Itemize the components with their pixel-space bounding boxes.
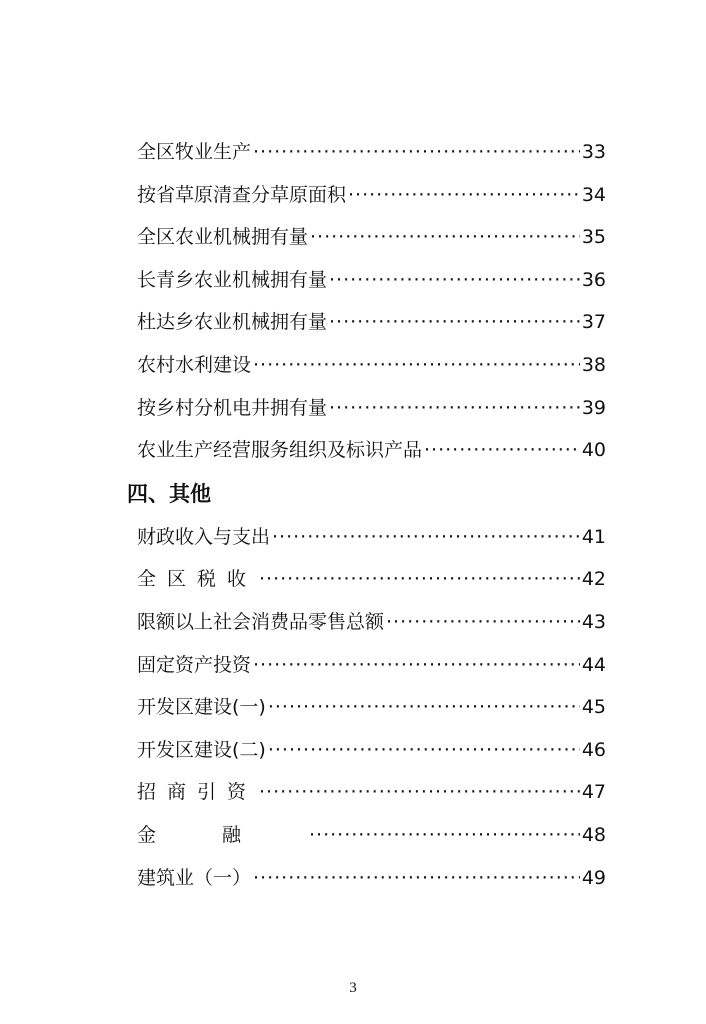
toc-entry-title: 全区税收 — [137, 568, 258, 591]
toc-entry-page: 46 — [581, 738, 606, 761]
toc-entry-title: 农业生产经营服务组织及标识产品 — [137, 439, 423, 462]
toc-entry-title: 长青乡农业机械拥有量 — [137, 268, 328, 291]
toc-entry-title: 全区牧业生产 — [137, 141, 252, 163]
toc-entry[interactable] — [137, 174, 606, 217]
dot-leader — [424, 429, 580, 472]
toc-entry-page: 42 — [581, 568, 606, 591]
toc-entry-page: 47 — [581, 781, 606, 804]
dot-leader — [259, 558, 580, 601]
toc-entry-page: 37 — [581, 311, 606, 334]
toc-entry[interactable] — [137, 516, 606, 559]
toc-entry-page: 38 — [581, 353, 606, 376]
toc-entry-page: 44 — [581, 653, 606, 676]
toc-entry-title: 开发区建设(二) — [137, 738, 266, 761]
dot-leader — [310, 216, 580, 259]
page-number: 3 — [349, 980, 357, 996]
toc-entry-page: 49 — [581, 866, 606, 889]
toc-entry[interactable] — [137, 131, 606, 174]
toc-entry[interactable] — [137, 429, 606, 472]
toc-entry-title: 按乡村分机电井拥有量 — [137, 396, 328, 419]
toc-entry-title: 杜达乡农业机械拥有量 — [137, 311, 328, 334]
dot-leader — [253, 857, 580, 900]
toc-entry[interactable] — [137, 259, 606, 302]
toc-entry-title: 招商引资 — [137, 781, 258, 804]
toc-entry-page: 39 — [581, 396, 606, 419]
dot-leader — [348, 174, 580, 217]
toc-entry-page: 34 — [581, 183, 606, 206]
toc-entry[interactable] — [137, 729, 606, 772]
toc-entry-page: 33 — [581, 141, 606, 163]
toc-entry[interactable] — [137, 686, 606, 729]
toc-entry[interactable] — [137, 644, 606, 687]
toc-entry-title: 限额以上社会消费品零售总额 — [137, 610, 385, 633]
dot-leader — [329, 301, 580, 344]
toc-entry-title: 建筑业（一） — [137, 866, 252, 889]
dot-leader — [309, 814, 580, 857]
toc-entry-page: 41 — [581, 525, 606, 548]
dot-leader — [268, 686, 580, 729]
toc-entry[interactable] — [137, 857, 606, 900]
toc-entry-title: 金融 — [137, 823, 308, 846]
dot-leader — [259, 771, 580, 814]
toc-entry[interactable] — [137, 771, 606, 814]
section-heading: 四、其他 — [127, 481, 211, 506]
toc-entry[interactable] — [137, 814, 606, 857]
toc-entry-title: 开发区建设(一) — [137, 696, 266, 719]
toc-entry-title: 固定资产投资 — [137, 653, 252, 676]
toc-entry-title: 按省草原清查分草原面积 — [137, 183, 347, 206]
toc-entry-page: 48 — [581, 823, 606, 846]
toc-entry[interactable] — [137, 301, 606, 344]
dot-leader — [253, 131, 580, 174]
toc-entry-page: 45 — [581, 696, 606, 719]
toc-entry[interactable] — [137, 558, 606, 601]
dot-leader — [268, 729, 580, 772]
dot-leader — [386, 601, 580, 644]
toc-entry[interactable] — [137, 216, 606, 259]
toc-entry-page: 35 — [581, 226, 606, 249]
table-of-contents — [127, 131, 606, 899]
toc-entry-page: 36 — [581, 268, 606, 291]
dot-leader — [253, 344, 580, 387]
toc-entry[interactable] — [137, 387, 606, 430]
toc-entry[interactable] — [137, 601, 606, 644]
dot-leader — [329, 259, 580, 302]
dot-leader — [329, 387, 580, 430]
toc-entry[interactable] — [137, 344, 606, 387]
dot-leader — [272, 516, 580, 559]
toc-entry-title: 农村水利建设 — [137, 353, 252, 376]
toc-entry-title: 全区农业机械拥有量 — [137, 226, 309, 249]
toc-entry-title: 财政收入与支出 — [137, 525, 271, 548]
toc-entry-page: 40 — [581, 439, 606, 462]
toc-entry-page: 43 — [581, 610, 606, 633]
dot-leader — [253, 644, 580, 687]
